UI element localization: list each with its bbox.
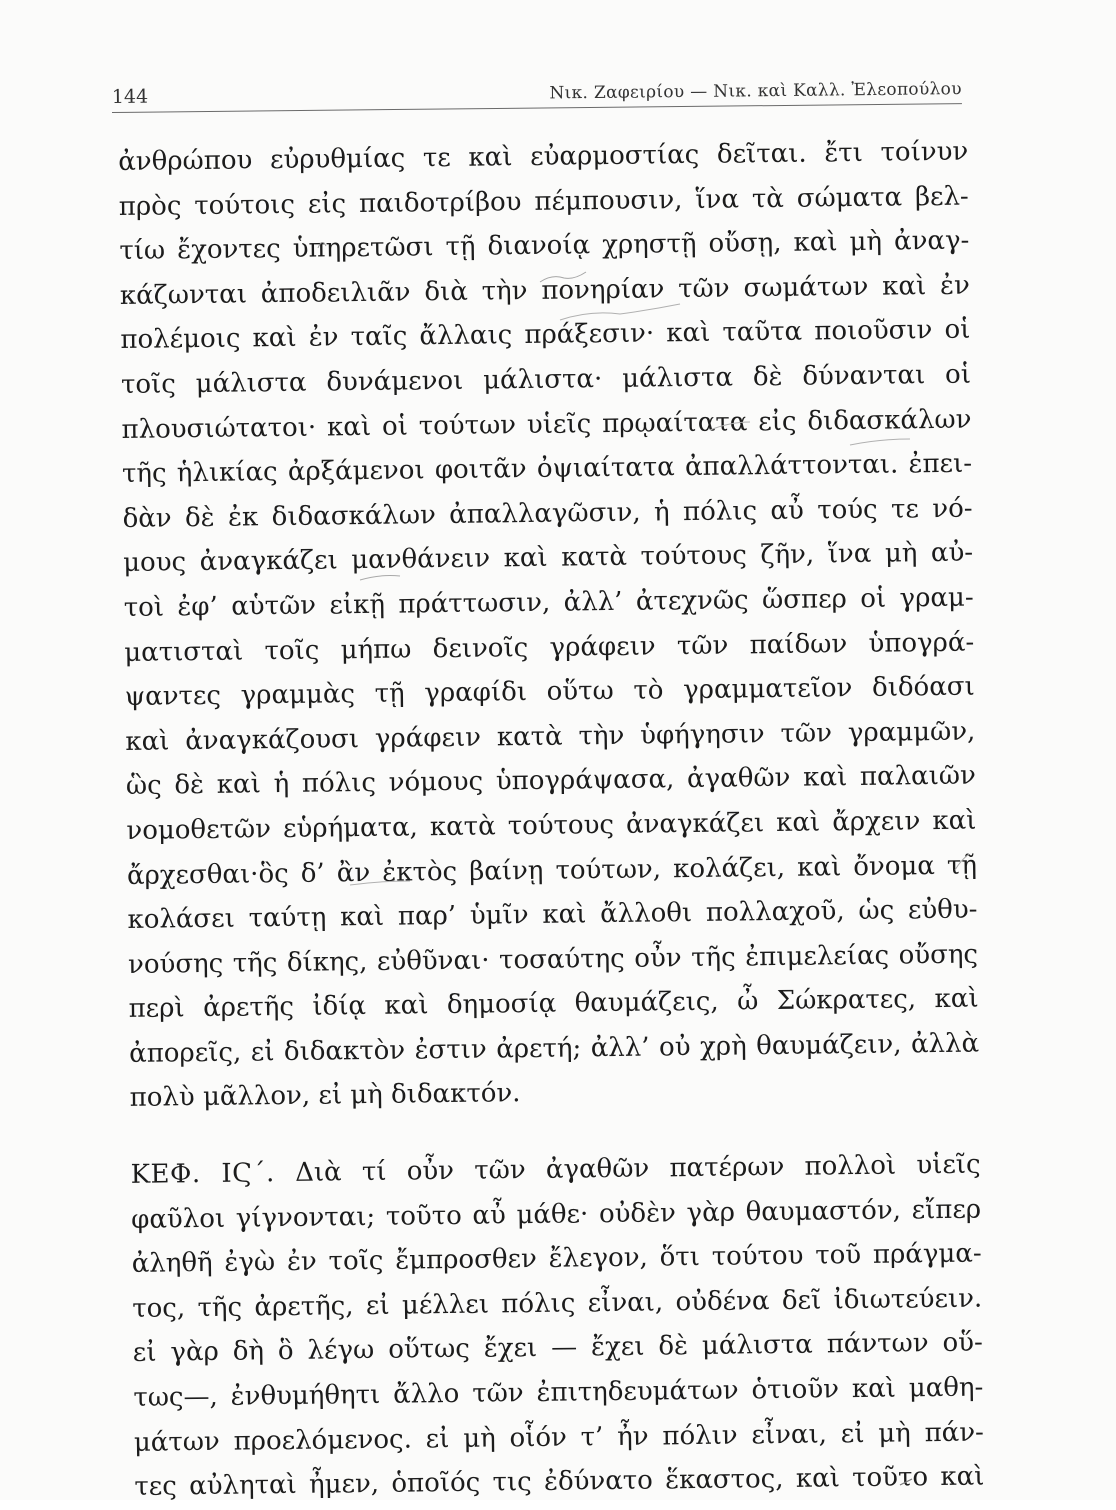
text-line: κολάσει ταύτῃ καὶ παρ’ ὑμῖν καὶ ἄλλοθι πολλαχοῦ, ὡς εὐθυ- xyxy=(127,894,978,936)
text-line: ματισταὶ τοῖς μήπω δεινοῖς γράφειν τῶν παίδων ὑπογρά- xyxy=(124,627,975,668)
text-line: τως—, ἐνθυμήθητι ἄλλο τῶν ἐπιτηδευμάτων ὁτιοῦν καὶ μαθη- xyxy=(133,1372,984,1413)
text-line: κάζωνται ἀποδειλιᾶν διὰ τὴν πονηρίαν τῶν σωμάτων καὶ ἐν xyxy=(119,270,971,311)
chapter-first-line-text: Διὰ τί οὖν τῶν ἀγαθῶν πατέρων πολλοὶ υἱεῖς xyxy=(294,1149,981,1188)
text-line: ἀπορεῖς, εἰ διδακτὸν ἐστιν ἀρετή; ἀλλ’ οὐ χρὴ θαυμάζειν, ἀλλὰ xyxy=(128,1028,980,1069)
text-line: ἀληθῆ ἐγὼ ἐν τοῖς ἔμπροσθεν ἔλεγον, ὅτι τούτου τοῦ πράγμα- xyxy=(131,1238,982,1280)
text-line: πολὺ μᾶλλον, εἰ μὴ διδακτόν. xyxy=(129,1078,521,1114)
text-line: τος, τῆς ἀρετῆς, εἰ μέλλει πόλις εἶναι, οὐδένα δεῖ ἰδιωτεύειν. xyxy=(132,1283,983,1324)
text-line: καὶ ἀναγκάζουσι γράφειν κατὰ τὴν ὑφήγησιν τῶν γραμμῶν, xyxy=(125,716,976,757)
text-line: τοὶ ἐφ’ αὑτῶν εἰκῇ πράττωσιν, ἀλλ’ ἀτεχνῶς ὥσπερ οἱ γραμ- xyxy=(123,582,974,623)
text-line: πρὸς τούτοις εἰς παιδοτρίβου πέμπουσιν, ἵνα τὰ σώματα βελ- xyxy=(118,181,969,222)
text-line: ψαντες γραμμὰς τῇ γραφίδι οὕτω τὸ γραμματεῖον διδόασι xyxy=(124,671,975,713)
text-line: εἰ γὰρ δὴ ὃ λέγω οὕτως ἔχει — ἔχει δὲ μάλιστα πάντων οὕ- xyxy=(132,1327,983,1369)
text-line: νομοθετῶν εὑρήματα, κατὰ τούτους ἀναγκάζει καὶ ἄρχειν καὶ xyxy=(126,805,977,846)
text-line: τῆς ἡλικίας ἀρξάμενοι φοιτᾶν ὀψιαίτατα ἀπαλλάττονται. ἐπει- xyxy=(121,448,973,490)
text-line: ἄρχεσθαι·ὃς δ’ ἂν ἐκτὸς βαίνῃ τούτων, κολάζει, καὶ ὄνομα τῇ xyxy=(126,850,978,891)
running-head: Νικ. Ζαφειρίου — Νικ. καὶ Καλλ. Ἐλεοπούλου xyxy=(549,79,962,104)
text-line: ἀνθρώπου εὐρυθμίας τε καὶ εὐαρμοστίας δεῖται. ἔτι τοίνυν xyxy=(118,136,969,177)
page-header xyxy=(112,69,962,113)
paragraph-1 xyxy=(118,130,980,1121)
text-line: τίω ἔχοντες ὑπηρετῶσι τῇ διανοίᾳ χρηστῇ οὔσῃ, καὶ μὴ ἀναγ- xyxy=(119,225,970,267)
chapter-heading: ΚΕΦ. ΙϚ΄. xyxy=(130,1158,276,1190)
text-line: πολέμοις καὶ ἐν ταῖς ἄλλαις πράξεσιν· καὶ ταῦτα ποιοῦσιν οἱ xyxy=(120,314,971,356)
page-number: 144 xyxy=(111,85,149,109)
text-line: τοῖς μάλιστα δυνάμενοι μάλιστα· μάλιστα δὲ δύνανται οἱ xyxy=(120,359,972,400)
text-line: νούσης τῆς δίκης, εὐθῦναι· τοσαύτης οὖν τῆς ἐπιμελείας οὔσης xyxy=(127,939,979,980)
text-line: περὶ ἀρετῆς ἰδίᾳ καὶ δημοσίᾳ θαυμάζεις, ὦ Σώκρατες, καὶ xyxy=(128,983,979,1025)
text-line: δὰν δὲ ἐκ διδασκάλων ἀπαλλαγῶσιν, ἡ πόλις αὖ τούς τε νό- xyxy=(122,493,973,534)
paragraph-2 xyxy=(130,1143,984,1510)
text-line: μους ἀναγκάζει μανθάνειν καὶ κατὰ τούτους ζῆν, ἵνα μὴ αὐ- xyxy=(122,537,974,579)
text-line: πλουσιώτατοι· καὶ οἱ τούτων υἱεῖς πρῳαίτατα εἰς διδασκάλων xyxy=(121,404,972,445)
text-line: τες αὐληταὶ ἦμεν, ὁποῖός τις ἐδύνατο ἕκαστος, καὶ τοῦτο καὶ xyxy=(134,1461,985,1503)
body-text xyxy=(118,130,985,1510)
text-line: μάτων προελόμενος. εἰ μὴ οἷόν τ’ ἦν πόλιν εἶναι, εἰ μὴ πάν- xyxy=(133,1417,985,1458)
text-line: φαῦλοι γίγνονται; τοῦτο αὖ μάθε· οὐδὲν γὰρ θαυμαστόν, εἴπερ xyxy=(131,1194,982,1235)
text-line: ὣς δὲ καὶ ἡ πόλις νόμους ὑπογράψασα, ἀγαθῶν καὶ παλαιῶν xyxy=(125,760,977,802)
